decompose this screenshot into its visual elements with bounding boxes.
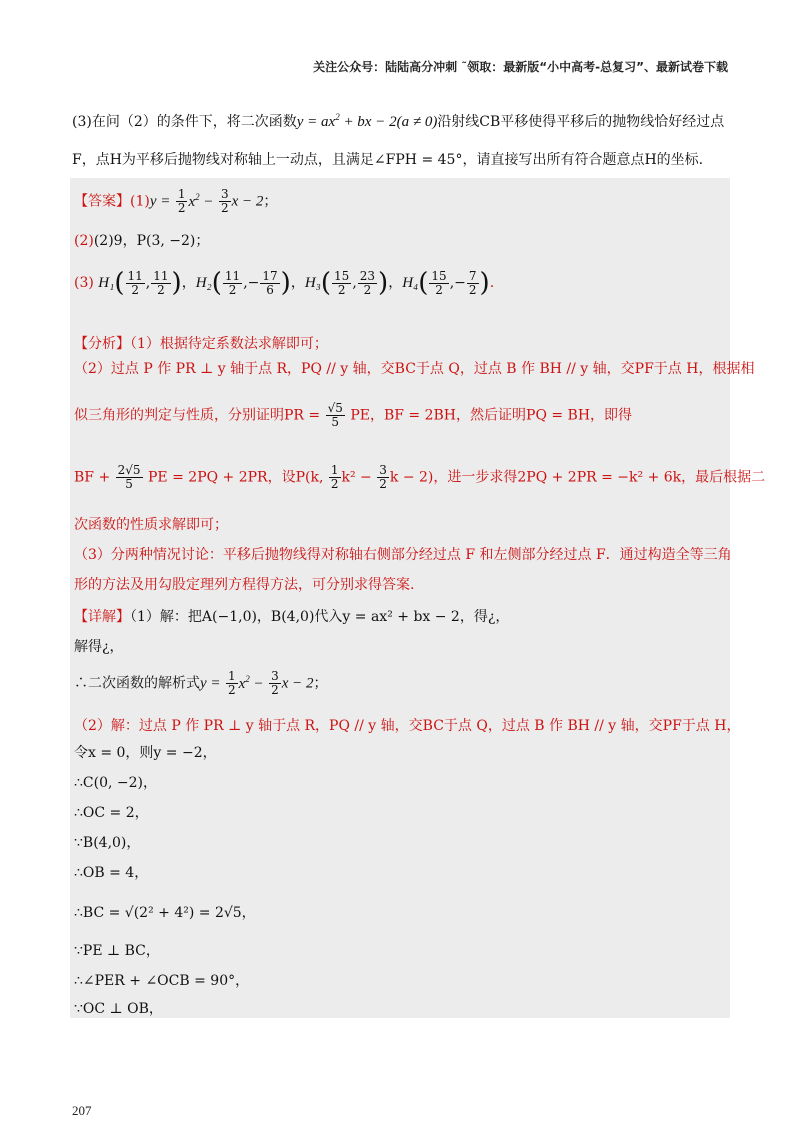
analysis-line-1: 【分析】（1）根据待定系数法求解即可； <box>74 336 328 352</box>
answer-1: 【答案】(1)y = $\frac{1}{2}$ $x^2$ − $\frac{3}{2}$ x − 2； <box>74 187 278 215</box>
detail-line-10: ∴BC = √(2² + 4²) = 2√5， <box>74 905 256 921</box>
answer-2: (2)(2)9，P(3, −2)； <box>74 233 210 249</box>
detail-line-9: ∴OB = 4， <box>74 865 149 881</box>
analysis-line-3: 似三角形的判定与性质，分别证明PR = $\frac{√5}{5}$ PE，BF = 2BH，然后证明PQ = BH，即得 <box>74 401 633 429</box>
h-point-1: H₁( $\frac{11}{2}$ , $\frac{11}{2}$ )， <box>98 268 196 298</box>
analysis-line-5: 次函数的性质求解即可； <box>74 517 228 533</box>
analysis-line-7: 形的方法及用勾股定理列方程得方法，可分别求得答案. <box>74 577 415 593</box>
h-point-4: H₄( $\frac{15}{2}$ ,− $\frac{7}{2}$ ). <box>402 268 495 298</box>
analysis-line-4: BF + $\frac{2√5}{5}$ PE = 2PQ + 2PR，设P(k, $\frac{1}{2}$ k² − $\frac{3}{2}$ k − 2)，进一步求得2PQ + 2PR = −k² + 6k，最后根据二 <box>74 463 766 491</box>
detail-line-5: 令x = 0，则y = −2， <box>74 745 217 761</box>
question-line-2: F，点H为平移后抛物线对称轴上一动点，且满足∠FPH = 45°，请直接写出所有符合题意点H的坐标. <box>72 152 704 168</box>
page-number: 207 <box>72 1103 92 1118</box>
detail-line-8: ∵B(4,0)， <box>74 835 141 851</box>
page-header: 关注公众号：陆陆高分冲刺 ˜领取：最新版“小中高考-总复习”、最新试卷下载 <box>313 60 728 74</box>
detail-line-13: ∵OC ⊥ OB， <box>74 1001 163 1017</box>
detail-line-6: ∴C(0, −2)， <box>74 775 157 791</box>
quadratic-function: $y = ax^2$ + bx − 2(a ≠ 0) <box>296 112 438 130</box>
detail-line-7: ∴OC = 2， <box>74 805 149 821</box>
detail-line-2: 解得¿， <box>74 639 124 655</box>
detail-line-11: ∵PE ⊥ BC， <box>74 943 160 959</box>
analysis-line-6: （3）分两种情况讨论：平移后抛物线得对称轴右侧部分经过点 F 和左侧部分经过点 F．通过构造全等三角 <box>74 547 732 563</box>
question-line-1: (3)在问（2）的条件下，将二次函数$y = ax^2$ + bx − 2(a ≠ 0)沿射线CB平移使得平移后的抛物线恰好经过点 <box>72 112 725 130</box>
detail-line-4: （2）解：过点 P 作 PR ⊥ y 轴于点 R，PQ // y 轴，交BC于点 Q，过点 B 作 BH // y 轴，交PF于点 H， <box>74 718 741 734</box>
detail-line-3: ∴二次函数的解析式y = $\frac{1}{2}$ $x^2$ − $\frac{3}{2}$ x − 2； <box>74 669 328 697</box>
h-point-3: H₃( $\frac{15}{2}$ , $\frac{23}{2}$ )， <box>304 268 403 298</box>
analysis-line-2: （2）过点 P 作 PR ⊥ y 轴于点 R，PQ // y 轴，交BC于点 Q，过点 B 作 BH // y 轴，交PF于点 H，根据相 <box>74 361 755 377</box>
h-point-2: H₂( $\frac{11}{2}$ ,− $\frac{17}{6}$ )， <box>195 268 305 298</box>
solution-panel <box>70 178 730 1018</box>
detail-line-1: 【详解】（1）解：把A(−1,0)，B(4,0)代入y = ax² + bx − 2，得¿， <box>74 609 510 625</box>
detail-line-12: ∴∠PER + ∠OCB = 90°， <box>74 973 250 989</box>
answer-3: (3) H₁( $\frac{11}{2}$ , $\frac{11}{2}$ )，H₂( $\frac{11}{2}$ ,− $\frac{17}{6}$ )，H₃( $\frac{15}{2}$ , $\frac{23}{2}$ )，H₄( $\frac{15}{2}$ ,− $\frac{7}{2}$ ). <box>74 268 495 298</box>
